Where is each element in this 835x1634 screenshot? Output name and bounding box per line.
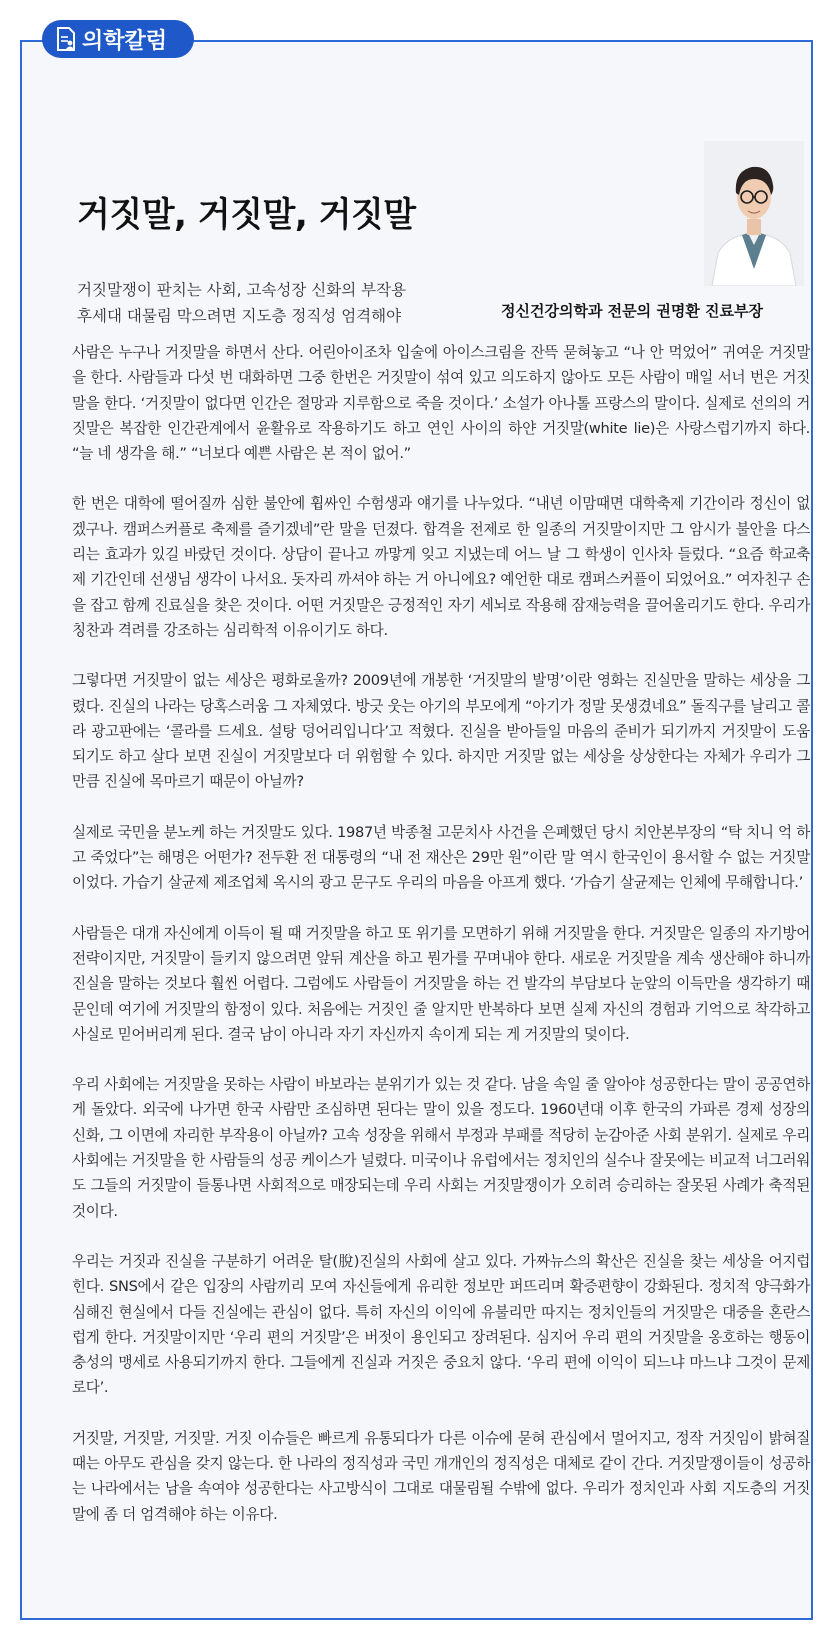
author-photo [704, 141, 804, 286]
subtitle-line: 거짓말쟁이 판치는 사회, 고속성장 신화의 부작용 [77, 281, 407, 299]
article-title: 거짓말, 거짓말, 거짓말 [77, 195, 416, 235]
document-person-icon [56, 27, 76, 51]
subtitle-line: 후세대 대물림 막으려면 지도층 정직성 엄격해야 [77, 307, 402, 325]
article-paragraph: 그렇다면 거짓말이 없는 세상은 평화로울까? 2009년에 개봉한 ‘거짓말의 발명’이란 영화는 진실만을 말하는 세상을 그렸다. 진실의 나라는 당혹스러움 그 자체였다. 방긋 웃는 아기의 부모에게 “아기가 정말 못생겼네요” 돌직구를 날리고 콜라 광고판에는 ‘콜라를 드세요. 설탕 덩어리입니다’고 적혔다. 진실을 받아들일 마음의 준비가 되기까지 거짓말이 도움 되기도 하고 살다 보면 진실이 거짓말보다 더 위험할 수 있다. 하지만 거짓말 없는 세상을 상상한다는 자체가 우리가 그만큼 진실에 목마르기 때문이 아닐까? [72, 672, 810, 791]
author-portrait-image [704, 141, 804, 286]
article-paragraph: 우리 사회에는 거짓말을 못하는 사람이 바보라는 분위기가 있는 것 같다. 남을 속일 줄 알아야 성공한다는 말이 공공연하게 돌았다. 외국에 나가면 한국 사람만 조심하면 된다는 말이 있을 정도다. 1960년대 이후 한국의 가파른 경제 성장의 신화, 그 이면에 자리한 부작용이 아닐까? 고속 성장을 위해서 부정과 부패를 적당히 눈감아준 사회 분위기. 실제로 우리 사회에는 거짓말을 한 사람들의 성공 케이스가 널렸다. 미국이나 유럽에서는 정치인의 실수나 잘못에는 비교적 너그러워도 그들의 거짓말이 들통나면 사회적으로 매장되는데 우리 사회는 거짓말쟁이가 오히려 승리하는 잘못된 사례가 축적된 것이다. [72, 1076, 810, 1220]
author-byline: 정신건강의학과 전문의 권명환 진료부장 [501, 302, 763, 320]
badge-label: 의학칼럼 [82, 28, 168, 54]
article-subtitle [77, 277, 406, 329]
article-frame [20, 40, 813, 1620]
article-paragraph: 실제로 국민을 분노케 하는 거짓말도 있다. 1987년 박종철 고문치사 사건을 은폐했던 당시 치안본부장의 “탁 치니 억 하고 죽었다”는 해명은 어떤가? 전두환 전 대통령의 “내 전 재산은 29만 원”이란 말 역시 한국인이 용서할 수 없는 거짓말이었다. 가습기 살균제 제조업체 옥시의 광고 문구도 우리의 마음을 아프게 했다. ‘가습기 살균제는 인체에 무해합니다.’ [72, 823, 810, 892]
article-paragraph: 한 번은 대학에 떨어질까 심한 불안에 휩싸인 수험생과 얘기를 나누었다. “내년 이맘때면 대학축제 기간이라 정신이 없겠구나. 캠퍼스커플로 축제를 즐기겠네”란 말을 던졌다. 합격을 전제로 한 일종의 거짓말이지만 그 암시가 불안을 다스리는 효과가 있길 바랐던 것이다. 상담이 끝나고 까맣게 잊고 지냈는데 어느 날 그 학생이 인사차 들렀다. “요즘 학교축제 기간인데 선생님 생각이 나서요. 돗자리 까셔야 하는 거 아니에요? 예언한 대로 캠퍼스커플이 되었어요.” 여자친구 손을 잡고 함께 진료실을 찾은 것이다. 어떤 거짓말은 긍정적인 자기 세뇌로 작용해 잠재능력을 끌어올리기도 한다. 우리가 칭찬과 격려를 강조하는 심리학적 이유이기도 하다. [72, 495, 810, 639]
article-paragraph: 우리는 거짓과 진실을 구분하기 어려운 탈(脫)진실의 사회에 살고 있다. 가짜뉴스의 확산은 진실을 찾는 세상을 어지럽힌다. SNS에서 같은 입장의 사람끼리 모여 자신들에게 유리한 정보만 퍼뜨리며 확증편향이 강화된다. 정치적 양극화가 심해진 현실에서 다들 진실에는 관심이 없다. 특히 자신의 이익에 유불리만 따지는 정치인들의 거짓말은 대중을 혼란스럽게 한다. 거짓말이지만 ‘우리 편의 거짓말’은 버젓이 용인되고 장려된다. 심지어 우리 편의 거짓말을 옹호하는 행동이 충성의 맹세로 사용되기까지 한다. 그들에게 진실과 거짓은 중요치 않다. ‘우리 편에 이익이 되느냐 마느냐 그것이 문제로다’. [72, 1252, 810, 1397]
article-paragraph: 사람은 누구나 거짓말을 하면서 산다. 어린아이조차 입술에 아이스크림을 잔뜩 묻혀놓고 “나 안 먹었어” 귀여운 거짓말을 한다. 사람들과 다섯 번 대화하면 그중 한번은 거짓말이 섞여 있고 의도하지 않아도 모든 사람이 매일 서너 번은 거짓말을 한다. ‘거짓말이 없다면 인간은 절망과 지루함으로 죽을 것이다.’ 소설가 아나톨 프랑스의 말이다. 실제로 선의의 거짓말은 복잡한 인간관계에서 윤활유로 작용하기도 하고 연인 사이의 하얀 거짓말(white lie)은 사랑스럽기까지 하다. “늘 네 생각을 해.” “너보다 예쁜 사람은 본 적이 없어.” [72, 344, 810, 463]
article-body [72, 340, 810, 1552]
column-category-badge [42, 20, 194, 58]
article-paragraph: 사람들은 대개 자신에게 이득이 될 때 거짓말을 하고 또 위기를 모면하기 위해 거짓말을 한다. 거짓말은 일종의 자기방어 전략이지만, 거짓말이 들키지 않으려면 앞뒤 계산을 하고 뭔가를 꾸며내야 한다. 새로운 거짓말을 계속 생산해야 하니까 진실을 말하는 것보다 훨씬 어렵다. 그럼에도 사람들이 거짓말을 하는 건 발각의 부담보다 눈앞의 이득만을 생각하기 때문인데 여기에 거짓말의 함정이 있다. 처음에는 거짓인 줄 알지만 반복하다 보면 실제 자신의 경험과 기억으로 착각하고 사실로 믿어버리게 된다. 결국 남이 아니라 자기 자신까지 속이게 되는 게 거짓말의 덫이다. [72, 924, 810, 1043]
article-paragraph: 거짓말, 거짓말, 거짓말. 거짓 이슈들은 빠르게 유통되다가 다른 이슈에 묻혀 관심에서 멀어지고, 정작 거짓임이 밝혀질 때는 아무도 관심을 갖지 않는다. 한 나라의 정직성과 국민 개개인의 정직성은 대체로 같이 간다. 거짓말쟁이들이 성공하는 나라에서는 남을 속여야 성공한다는 사고방식이 그대로 대물림될 수밖에 없다. 우리가 정치인과 사회 지도층의 거짓말에 좀 더 엄격해야 하는 이유다. [72, 1429, 810, 1523]
